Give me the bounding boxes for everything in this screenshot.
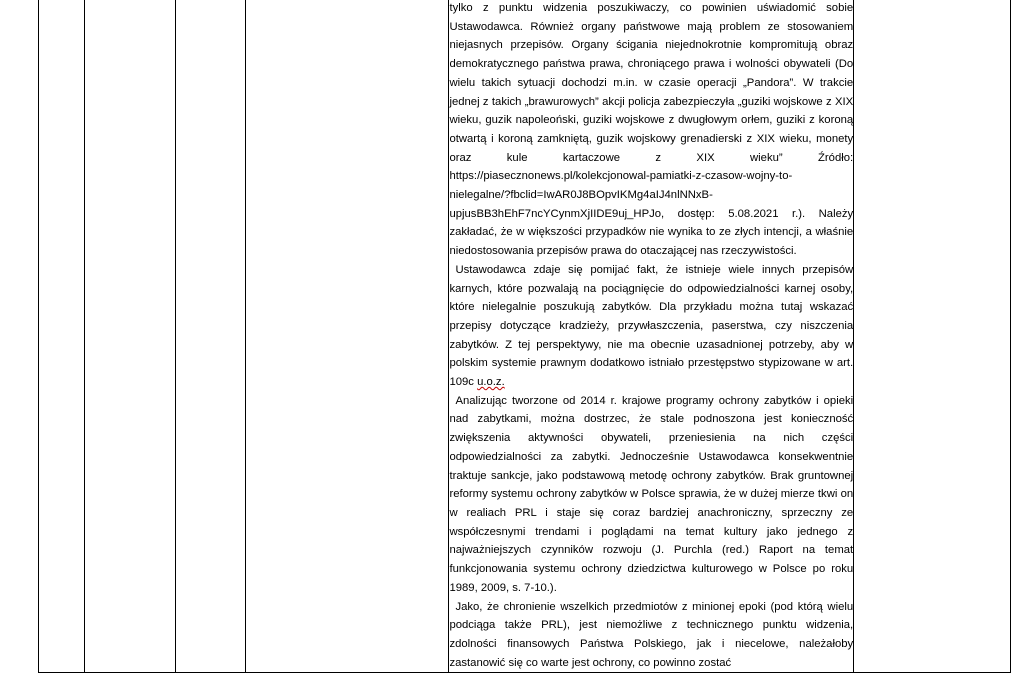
paragraph-4: Jako, że chronienie wszelkich przedmiotów z minionej epoki (pod którą wielu podciąga także PRL), jest niemożliwe z technicznego punktu widzenia, zdolności finansowych Państwa Polskiego, jak i niecelowe, należałoby zastanowić się co warte jest ochrony, co powinno zostać (449, 600, 854, 669)
paragraph-2: Ustawodawca zdaje się pomijać fakt, że istnieje wiele innych przepisów karnych, które pozwalają na pociągnięcie do odpowiedzialności karnej osoby, które nielegalnie poszukują zabytków. Dla przykładu można tutaj wskazać przepisy dotyczące kradzieży, przywłaszczenia, paserstwa, czy niszczenia zabytków. Z tej perspektywy, nie ma obecnie uzasadnionej potrzeby, aby w polskim systemie prawnym dodatkowo istniało przestępstwo stypizowane w art. 109c u.o.z. (449, 263, 854, 389)
table-cell-col4 (245, 0, 449, 673)
table-cell-col2 (84, 0, 175, 673)
paragraph-1: tylko z punktu widzenia poszukiwaczy, co powinien uświadomić sobie Ustawodawca. Również organy państwowe mają problem ze stosowaniem niejasnych przepisów. Organy ścigania niejednokrotnie kompromitują obraz demokratycznego państwa prawa, chroniącego prawa i wolności obywateli (Do wielu takich sytuacji dochodzi m.in. w czasie operacji „Pandora”. W trakcie jednej z takich „brawurowych” akcji policja zabezpieczyła „guziki wojskowe z XIX wieku, guzik napoleoński, guziki wojskowe z dwugłowym orłem, guziki z koroną otwartą i koroną zamkniętą, guzik wojskowy grenadierski z XIX wieku, monety oraz kule kartaczowe z XIX wieku” Źródło: https://piasecznonews.pl/kolekcjonowal-pamiatki-z-czasow-wojny-to- nielegalne/?fbclid=IwAR0J8BOpvIKMg4aIJ4nlNNxB- upjusBB3hEhF7ncYCynmXjIIDE9uj_HPJo, dostęp: 5.08.2021 r.). Należy zakładać, że w większości przypadków nie wynika to ze złych intencji, a właśnie niedostosowania przepisów prawa do otaczającej nas rzeczywistości. (449, 2, 854, 258)
table-row (39, 0, 1011, 673)
paragraph-3: Analizując tworzone od 2014 r. krajowe programy ochrony zabytków i opieki nad zabytkami, można dostrzec, że stale podnoszona jest konieczność zwiększenia aktywności obywateli, przeniesienia na nich części odpowiedzialności za zabytki. Jednocześnie Ustawodawca konsekwentnie traktuje sankcje, jako podstawową metodę ochrony zabytków. Brak gruntownej reformy systemu ochrony zabytków w Polsce sprawia, że w dużej mierze tkwi on w realiach PRL i staje się coraz bardziej anachroniczny, sprzeczny ze współczesnymi trendami i poglądami na temat kultury jako jednego z najważniejszych czynników rozwoju (J. Purchla (red.) Raport na temat funkcjonowania systemu ochrony dziedzictwa kulturowego w Polsce po roku 1989, 2009, s. 7-10.). (449, 394, 854, 594)
table-cell-col3 (175, 0, 245, 673)
table-cell-col1 (39, 0, 85, 673)
spellcheck-flagged-word[interactable]: u.o.z. (477, 376, 505, 389)
document-table (38, 0, 1011, 673)
table-cell-col6 (854, 0, 1011, 673)
text-cell[interactable] (449, 0, 854, 673)
